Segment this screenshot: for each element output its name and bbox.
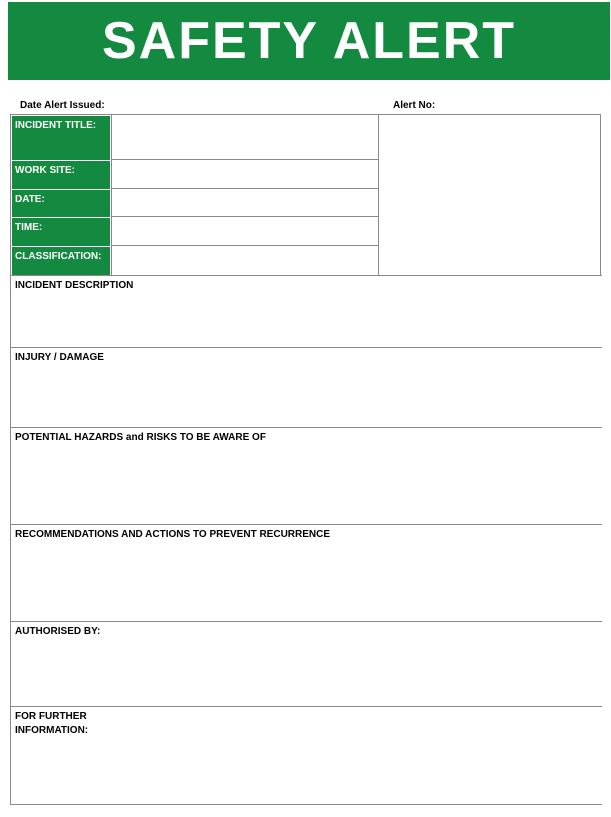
image-placeholder-box[interactable]: [379, 115, 600, 276]
date-field[interactable]: [111, 189, 379, 217]
incident-description-label: INCIDENT DESCRIPTION: [15, 280, 134, 291]
work-site-field[interactable]: [111, 160, 379, 189]
authorised-by-label: AUTHORISED BY:: [15, 626, 101, 637]
time-field[interactable]: [111, 217, 379, 246]
classification-field[interactable]: [111, 246, 379, 276]
potential-hazards-label: POTENTIAL HAZARDS and RISKS TO BE AWARE OF: [15, 432, 266, 443]
incident-title-field[interactable]: [111, 115, 379, 160]
recommendations-section[interactable]: [11, 524, 602, 622]
classification-label: CLASSIFICATION:: [12, 246, 110, 276]
incident-title-label: INCIDENT TITLE:: [12, 115, 110, 160]
date-alert-issued-label: Date Alert Issued:: [20, 100, 105, 111]
header-banner: [8, 2, 610, 80]
page-title: SAFETY ALERT: [101, 12, 517, 70]
time-label: TIME:: [12, 217, 110, 246]
injury-damage-label: INJURY / DAMAGE: [15, 352, 104, 363]
potential-hazards-section[interactable]: [11, 427, 602, 525]
injury-damage-section[interactable]: [11, 347, 602, 428]
recommendations-label: RECOMMENDATIONS AND ACTIONS TO PREVENT RECURRENCE: [15, 529, 331, 540]
date-label: DATE:: [12, 189, 110, 217]
work-site-label: WORK SITE:: [12, 160, 110, 189]
alert-no-label: Alert No:: [393, 100, 436, 111]
further-information-label: FOR FURTHER INFORMATION:: [15, 711, 89, 736]
incident-description-section[interactable]: [11, 275, 602, 348]
authorised-by-section[interactable]: [11, 621, 602, 707]
further-information-section[interactable]: [11, 706, 602, 805]
